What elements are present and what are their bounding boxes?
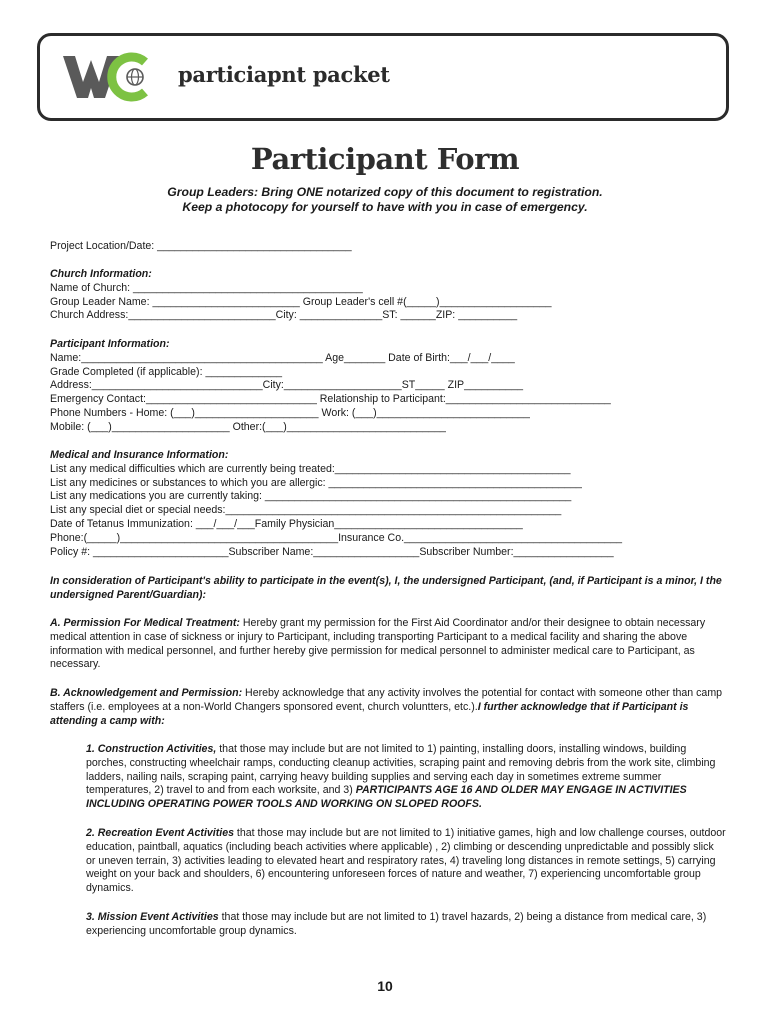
- item-2-label: 2. Recreation Event Activities: [86, 827, 234, 839]
- project-location-section: [50, 240, 730, 254]
- page-number: 10: [377, 978, 393, 994]
- group-leader-field[interactable]: Group Leader Name: _________________________ Group Leader's cell #(_____)___________________: [50, 295, 552, 308]
- item-3-label: 3. Mission Event Activities: [86, 911, 219, 923]
- form-title: Participant Form: [250, 142, 520, 176]
- address-field[interactable]: Address:_____________________________City:____________________ST_____ ZIP__________: [50, 379, 524, 392]
- medical-heading: Medical and Insurance Information:: [50, 449, 229, 461]
- allergies-field[interactable]: List any medicines or substances to which you are allergic: ___________________________________________: [50, 476, 582, 489]
- phone-numbers-field[interactable]: Phone Numbers - Home: (___)_____________________ Work: (___)__________________________: [50, 406, 530, 419]
- notice-line-2: Keep a photocopy for yourself to have with you in case of emergency.: [182, 200, 588, 214]
- church-section: [50, 268, 730, 323]
- world-changers-logo: [61, 52, 157, 102]
- emergency-contact-field[interactable]: Emergency Contact:_____________________________ Relationship to Participant:____________________________: [50, 393, 611, 406]
- mission-activities: [86, 911, 726, 939]
- church-address-field[interactable]: Church Address:_________________________City: ______________ST: ______ZIP: __________: [50, 309, 518, 322]
- tetanus-field[interactable]: Date of Tetanus Immunization: ___/___/___Family Physician________________________________: [50, 517, 523, 530]
- medications-field[interactable]: List any medications you are currently taking: ____________________________________________________: [50, 490, 572, 503]
- section-b: [50, 687, 726, 728]
- church-heading: Church Information:: [50, 268, 152, 280]
- item-1-text: that those may include but are not limited to 1) painting, installing doors, installing windows, building porches, constructing wheelchair ramps, conducting cleanup activities, scraping paint and removing debris from the work site, climbing ladders, nailing nails, scraping paint, carrying heavy building supplies and serving each day in sometimes extreme summer temperatures, 2) travel to and from each worksite, and 3): [86, 743, 716, 797]
- grade-field[interactable]: Grade Completed (if applicable): _____________: [50, 365, 283, 378]
- section-a: [50, 617, 726, 672]
- policy-field[interactable]: Policy #: _______________________Subscriber Name:__________________Subscriber Number:_________________: [50, 545, 614, 558]
- section-a-label: A. Permission For Medical Treatment:: [50, 617, 240, 629]
- recreation-activities: [86, 827, 726, 896]
- participant-section: [50, 338, 730, 435]
- participant-name-field[interactable]: Name:_________________________________________ Age_______ Date of Birth:___/___/____: [50, 351, 515, 364]
- participant-heading: Participant Information:: [50, 338, 170, 350]
- construction-activities: [86, 743, 726, 812]
- packet-title: particiapnt packet: [178, 62, 390, 87]
- section-b-text: Hereby acknowledge that any activity involves the potential for contact with someone other than camp staffers (i.e. employees at a non-World Changers sponsored event, church voluntters, etc.).: [50, 687, 723, 713]
- project-location-field[interactable]: Project Location/Date: _________________________________: [50, 240, 352, 252]
- notice: [0, 185, 770, 215]
- medical-section: [50, 449, 730, 559]
- insurance-phone-field[interactable]: Phone:(_____)_____________________________________Insurance Co._____________________________________: [50, 531, 623, 544]
- section-b-tail: I further acknowledge that if Participant is attending a camp with:: [50, 700, 689, 727]
- item-1-label: 1. Construction Activities,: [86, 743, 217, 755]
- mobile-field[interactable]: Mobile: (___)____________________ Other:(___)___________________________: [50, 420, 446, 433]
- notice-line-1: Group Leaders: Bring ONE notarized copy of this document to registration.: [167, 185, 603, 199]
- church-name-field[interactable]: Name of Church: _______________________________________: [50, 281, 363, 294]
- item-1-tail: PARTICIPANTS AGE 16 AND OLDER MAY ENGAGE IN ACTIVITIES INCLUDING OPERATING POWER TOOLS AND WORKING ON SLOPED ROOFS.: [86, 784, 687, 811]
- item-2-text: that those may include but are not limited to 1) initiative games, high and low challenge courses, outdoor education, paintball, aquatics (including beach activities where applicable) , 2) climbing or descending unpredictable and possibly slick or uneven terrain, 3) activities leading to elevated heart and respiratory rates, 4) traveling long distances in remote settings, 5) carrying weight on your back and shoulders, 6) encountering unforeseen forces of nature and weather, 7) experiencing uncomfortable group dynamics.: [86, 827, 726, 895]
- consideration-statement: In consideration of Participant's ability to participate in the event(s), I, the undersigned Participant, (and, if Participant is a minor, I the undersigned Parent/Guardian):: [50, 575, 722, 601]
- section-a-text: Hereby grant my permission for the First Aid Coordinator and/or their designee to obtain necessary medical attention in case of sickness or injury to Participant, including transporting Participant to a medical facility and sharing the above information with medical personnel, and further hereby give permission for medical personnel to administer medical care to Participant, as necessary.: [50, 617, 706, 671]
- item-3-text: that those may include but are not limited to 1) travel hazards, 2) being a distance from medical care, 3) experiencing uncomfortable group dynamics.: [86, 911, 707, 937]
- special-diet-field[interactable]: List any special diet or special needs:_________________________________________________________: [50, 504, 562, 517]
- section-b-label: B. Acknowledgement and Permission:: [50, 687, 243, 699]
- medical-difficulties-field[interactable]: List any medical difficulties which are currently being treated:________________________________________: [50, 462, 571, 475]
